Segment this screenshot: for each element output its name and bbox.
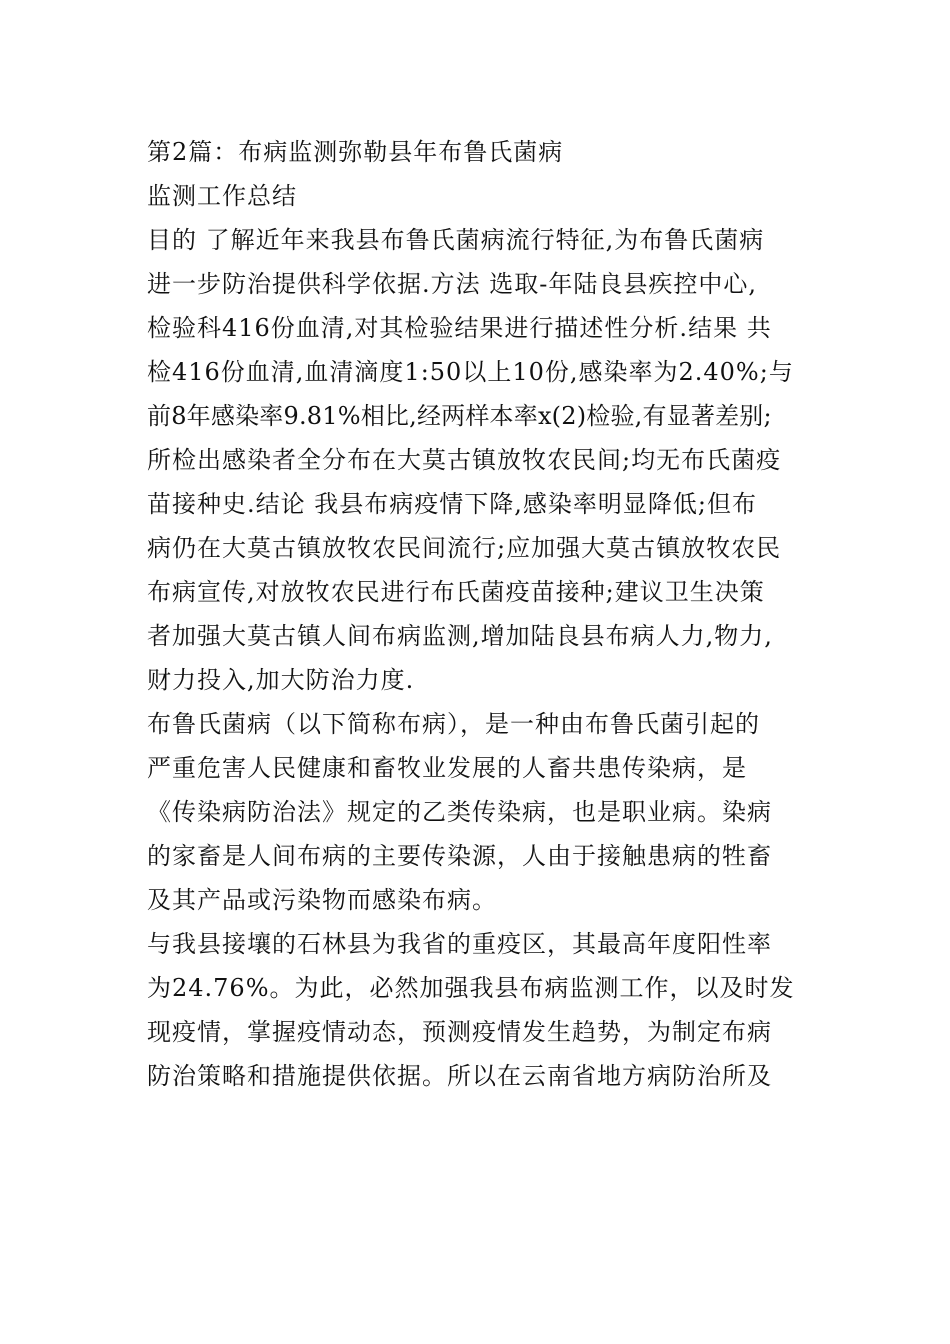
text-line: 所检出感染者全分布在大莫古镇放牧农民间;均无布氏菌疫 (147, 446, 782, 474)
text-line: 布病宣传,对放牧农民进行布氏菌疫苗接种;建议卫生决策 (147, 578, 765, 606)
body-paragraph-1 (147, 702, 812, 922)
body-paragraph-2 (147, 922, 812, 1098)
text-line: 检416份血清,血清滴度1:50以上10份,感染率为2.40%;与 (147, 358, 794, 386)
text-line: 为24.76%。为此，必然加强我县布病监测工作，以及时发 (147, 974, 795, 1002)
text-line: 防治策略和措施提供依据。所以在云南省地方病防治所及 (147, 1062, 772, 1090)
text-line: 前8年感染率9.81%相比,经两样本率x(2)检验,有显著差别; (147, 402, 772, 430)
text-line: 财力投入,加大防治力度. (147, 666, 415, 694)
text-line: 目的 了解近年来我县布鲁氏菌病流行特征,为布鲁氏菌病 (147, 226, 765, 254)
text-line: 《传染病防治法》规定的乙类传染病，也是职业病。染病 (147, 798, 772, 826)
text-line: 苗接种史.结论 我县布病疫情下降,感染率明显降低;但布 (147, 490, 757, 518)
text-line: 现疫情，掌握疫情动态，预测疫情发生趋势，为制定布病 (147, 1018, 772, 1046)
abstract-paragraph (147, 218, 812, 702)
document-title (147, 130, 812, 218)
text-line: 进一步防治提供科学依据.方法 选取-年陆良县疾控中心, (147, 270, 757, 298)
text-line: 严重危害人民健康和畜牧业发展的人畜共患传染病，是 (147, 754, 747, 782)
document-body (147, 130, 812, 1098)
text-line: 及其产品或污染物而感染布病。 (147, 886, 497, 914)
text-line: 的家畜是人间布病的主要传染源，人由于接触患病的牲畜 (147, 842, 772, 870)
title-line: 监测工作总结 (147, 182, 297, 210)
text-line: 与我县接壤的石林县为我省的重疫区，其最高年度阳性率 (147, 930, 772, 958)
title-line: 第2篇：布病监测弥勒县年布鲁氏菌病 (147, 138, 564, 166)
text-line: 布鲁氏菌病（以下简称布病），是一种由布鲁氏菌引起的 (147, 710, 760, 738)
text-line: 检验科416份血清,对其检验结果进行描述性分析.结果 共 (147, 314, 772, 342)
text-line: 者加强大莫古镇人间布病监测,增加陆良县布病人力,物力, (147, 622, 773, 650)
text-line: 病仍在大莫古镇放牧农民间流行;应加强大莫古镇放牧农民 (147, 534, 782, 562)
